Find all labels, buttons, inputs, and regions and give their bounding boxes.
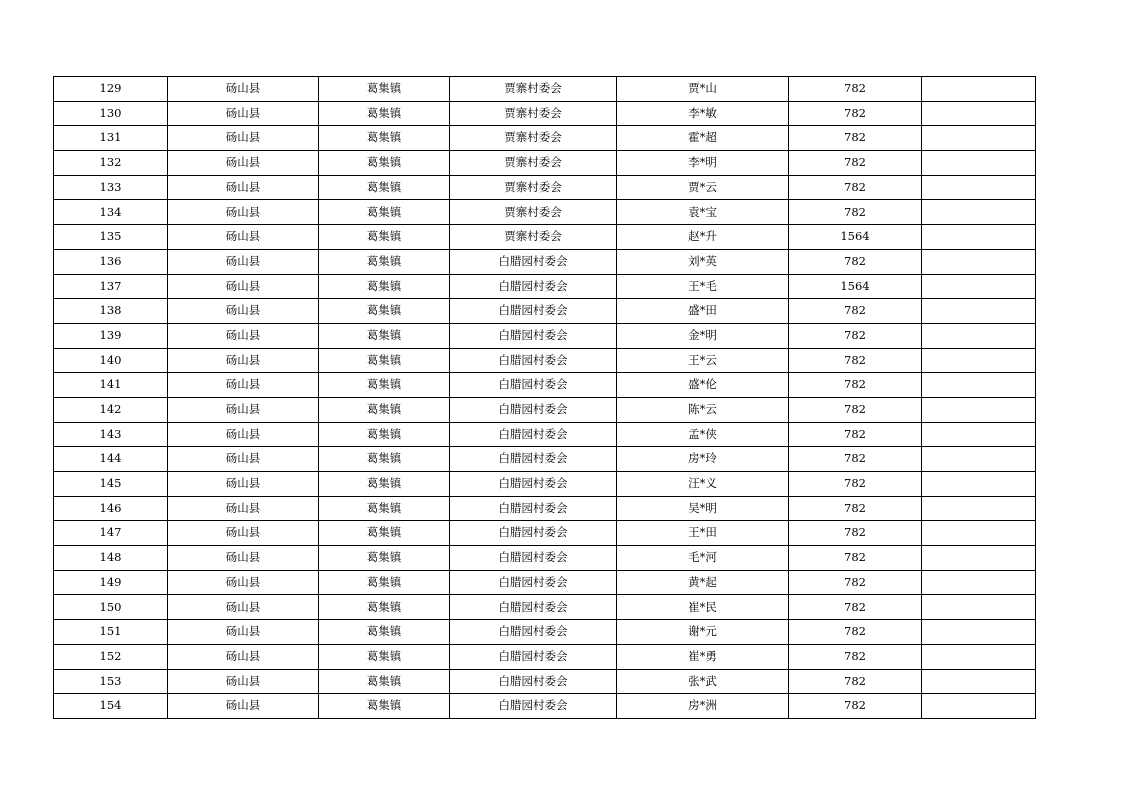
name-cell: 金*明 — [617, 323, 789, 348]
row-number-cell: 135 — [54, 225, 168, 250]
name-cell: 毛*河 — [617, 546, 789, 571]
village-committee-cell: 白腊园村委会 — [450, 274, 617, 299]
village-committee-cell: 白腊园村委会 — [450, 694, 617, 719]
amount-cell: 782 — [789, 472, 922, 497]
amount-cell: 782 — [789, 151, 922, 176]
table-row — [54, 570, 1036, 595]
county-cell: 砀山县 — [168, 422, 319, 447]
name-cell: 汪*义 — [617, 472, 789, 497]
amount-cell: 782 — [789, 200, 922, 225]
amount-cell: 782 — [789, 595, 922, 620]
county-cell: 砀山县 — [168, 249, 319, 274]
county-cell: 砀山县 — [168, 373, 319, 398]
name-cell: 谢*元 — [617, 620, 789, 645]
town-cell: 葛集镇 — [319, 200, 450, 225]
data-table — [53, 76, 1036, 719]
county-cell: 砀山县 — [168, 694, 319, 719]
county-cell: 砀山县 — [168, 496, 319, 521]
amount-cell: 782 — [789, 348, 922, 373]
row-number-cell: 136 — [54, 249, 168, 274]
row-number-cell: 143 — [54, 422, 168, 447]
row-number-cell: 154 — [54, 694, 168, 719]
village-committee-cell: 白腊园村委会 — [450, 447, 617, 472]
table-row — [54, 323, 1036, 348]
remark-cell — [922, 200, 1036, 225]
remark-cell — [922, 496, 1036, 521]
amount-cell: 782 — [789, 175, 922, 200]
name-cell: 王*云 — [617, 348, 789, 373]
county-cell: 砀山县 — [168, 669, 319, 694]
table-row — [54, 397, 1036, 422]
table-row — [54, 101, 1036, 126]
name-cell: 房*玲 — [617, 447, 789, 472]
table-row — [54, 595, 1036, 620]
amount-cell: 782 — [789, 694, 922, 719]
county-cell: 砀山县 — [168, 175, 319, 200]
row-number-cell: 147 — [54, 521, 168, 546]
remark-cell — [922, 620, 1036, 645]
row-number-cell: 152 — [54, 644, 168, 669]
county-cell: 砀山县 — [168, 397, 319, 422]
row-number-cell: 131 — [54, 126, 168, 151]
row-number-cell: 149 — [54, 570, 168, 595]
row-number-cell: 151 — [54, 620, 168, 645]
town-cell: 葛集镇 — [319, 249, 450, 274]
name-cell: 崔*民 — [617, 595, 789, 620]
table-row — [54, 249, 1036, 274]
remark-cell — [922, 595, 1036, 620]
remark-cell — [922, 101, 1036, 126]
town-cell: 葛集镇 — [319, 323, 450, 348]
name-cell: 黄*起 — [617, 570, 789, 595]
row-number-cell: 130 — [54, 101, 168, 126]
remark-cell — [922, 299, 1036, 324]
row-number-cell: 138 — [54, 299, 168, 324]
village-committee-cell: 贾寨村委会 — [450, 151, 617, 176]
table-row — [54, 546, 1036, 571]
county-cell: 砀山县 — [168, 620, 319, 645]
town-cell: 葛集镇 — [319, 126, 450, 151]
row-number-cell: 141 — [54, 373, 168, 398]
amount-cell: 782 — [789, 620, 922, 645]
county-cell: 砀山县 — [168, 77, 319, 102]
town-cell: 葛集镇 — [319, 447, 450, 472]
village-committee-cell: 白腊园村委会 — [450, 299, 617, 324]
remark-cell — [922, 472, 1036, 497]
county-cell: 砀山县 — [168, 447, 319, 472]
town-cell: 葛集镇 — [319, 546, 450, 571]
village-committee-cell: 白腊园村委会 — [450, 348, 617, 373]
town-cell: 葛集镇 — [319, 397, 450, 422]
remark-cell — [922, 521, 1036, 546]
name-cell: 崔*勇 — [617, 644, 789, 669]
county-cell: 砀山县 — [168, 101, 319, 126]
village-committee-cell: 白腊园村委会 — [450, 397, 617, 422]
table-row — [54, 496, 1036, 521]
town-cell: 葛集镇 — [319, 472, 450, 497]
village-committee-cell: 白腊园村委会 — [450, 595, 617, 620]
remark-cell — [922, 225, 1036, 250]
name-cell: 赵*升 — [617, 225, 789, 250]
name-cell: 王*田 — [617, 521, 789, 546]
remark-cell — [922, 249, 1036, 274]
name-cell: 袁*宝 — [617, 200, 789, 225]
remark-cell — [922, 447, 1036, 472]
row-number-cell: 145 — [54, 472, 168, 497]
village-committee-cell: 白腊园村委会 — [450, 249, 617, 274]
county-cell: 砀山县 — [168, 126, 319, 151]
table-row — [54, 669, 1036, 694]
table-row — [54, 620, 1036, 645]
amount-cell: 782 — [789, 546, 922, 571]
table-row — [54, 151, 1036, 176]
table-row — [54, 644, 1036, 669]
village-committee-cell: 白腊园村委会 — [450, 521, 617, 546]
name-cell: 孟*侠 — [617, 422, 789, 447]
town-cell: 葛集镇 — [319, 496, 450, 521]
town-cell: 葛集镇 — [319, 595, 450, 620]
town-cell: 葛集镇 — [319, 694, 450, 719]
amount-cell: 782 — [789, 323, 922, 348]
county-cell: 砀山县 — [168, 225, 319, 250]
name-cell: 吴*明 — [617, 496, 789, 521]
row-number-cell: 134 — [54, 200, 168, 225]
name-cell: 房*洲 — [617, 694, 789, 719]
county-cell: 砀山县 — [168, 521, 319, 546]
village-committee-cell: 贾寨村委会 — [450, 225, 617, 250]
row-number-cell: 153 — [54, 669, 168, 694]
amount-cell: 1564 — [789, 274, 922, 299]
name-cell: 盛*伦 — [617, 373, 789, 398]
amount-cell: 1564 — [789, 225, 922, 250]
table-row — [54, 175, 1036, 200]
town-cell: 葛集镇 — [319, 77, 450, 102]
village-committee-cell: 贾寨村委会 — [450, 77, 617, 102]
town-cell: 葛集镇 — [319, 274, 450, 299]
amount-cell: 782 — [789, 77, 922, 102]
name-cell: 陈*云 — [617, 397, 789, 422]
town-cell: 葛集镇 — [319, 422, 450, 447]
table-row — [54, 447, 1036, 472]
name-cell: 贾*云 — [617, 175, 789, 200]
amount-cell: 782 — [789, 644, 922, 669]
town-cell: 葛集镇 — [319, 373, 450, 398]
town-cell: 葛集镇 — [319, 225, 450, 250]
remark-cell — [922, 644, 1036, 669]
remark-cell — [922, 348, 1036, 373]
town-cell: 葛集镇 — [319, 620, 450, 645]
name-cell: 盛*田 — [617, 299, 789, 324]
village-committee-cell: 白腊园村委会 — [450, 546, 617, 571]
table-row — [54, 126, 1036, 151]
village-committee-cell: 贾寨村委会 — [450, 101, 617, 126]
town-cell: 葛集镇 — [319, 521, 450, 546]
row-number-cell: 144 — [54, 447, 168, 472]
town-cell: 葛集镇 — [319, 644, 450, 669]
remark-cell — [922, 323, 1036, 348]
town-cell: 葛集镇 — [319, 669, 450, 694]
county-cell: 砀山县 — [168, 546, 319, 571]
amount-cell: 782 — [789, 422, 922, 447]
table-row — [54, 422, 1036, 447]
remark-cell — [922, 151, 1036, 176]
name-cell: 张*武 — [617, 669, 789, 694]
remark-cell — [922, 694, 1036, 719]
remark-cell — [922, 570, 1036, 595]
table-row — [54, 200, 1036, 225]
name-cell: 霍*超 — [617, 126, 789, 151]
amount-cell: 782 — [789, 101, 922, 126]
table-row — [54, 299, 1036, 324]
name-cell: 贾*山 — [617, 77, 789, 102]
county-cell: 砀山县 — [168, 299, 319, 324]
table-row — [54, 694, 1036, 719]
amount-cell: 782 — [789, 496, 922, 521]
county-cell: 砀山县 — [168, 472, 319, 497]
table-row — [54, 373, 1036, 398]
amount-cell: 782 — [789, 447, 922, 472]
county-cell: 砀山县 — [168, 274, 319, 299]
name-cell: 刘*英 — [617, 249, 789, 274]
town-cell: 葛集镇 — [319, 151, 450, 176]
remark-cell — [922, 274, 1036, 299]
amount-cell: 782 — [789, 521, 922, 546]
amount-cell: 782 — [789, 126, 922, 151]
table-row — [54, 225, 1036, 250]
village-committee-cell: 白腊园村委会 — [450, 644, 617, 669]
village-committee-cell: 白腊园村委会 — [450, 472, 617, 497]
row-number-cell: 137 — [54, 274, 168, 299]
village-committee-cell: 贾寨村委会 — [450, 200, 617, 225]
amount-cell: 782 — [789, 397, 922, 422]
amount-cell: 782 — [789, 299, 922, 324]
table-row — [54, 472, 1036, 497]
table-row — [54, 348, 1036, 373]
name-cell: 王*毛 — [617, 274, 789, 299]
village-committee-cell: 白腊园村委会 — [450, 496, 617, 521]
town-cell: 葛集镇 — [319, 101, 450, 126]
name-cell: 李*明 — [617, 151, 789, 176]
row-number-cell: 129 — [54, 77, 168, 102]
row-number-cell: 146 — [54, 496, 168, 521]
amount-cell: 782 — [789, 669, 922, 694]
amount-cell: 782 — [789, 373, 922, 398]
amount-cell: 782 — [789, 570, 922, 595]
county-cell: 砀山县 — [168, 595, 319, 620]
row-number-cell: 132 — [54, 151, 168, 176]
county-cell: 砀山县 — [168, 151, 319, 176]
town-cell: 葛集镇 — [319, 175, 450, 200]
amount-cell: 782 — [789, 249, 922, 274]
remark-cell — [922, 422, 1036, 447]
remark-cell — [922, 175, 1036, 200]
remark-cell — [922, 397, 1036, 422]
row-number-cell: 133 — [54, 175, 168, 200]
table-row — [54, 77, 1036, 102]
row-number-cell: 139 — [54, 323, 168, 348]
village-committee-cell: 白腊园村委会 — [450, 669, 617, 694]
county-cell: 砀山县 — [168, 644, 319, 669]
table-row — [54, 274, 1036, 299]
remark-cell — [922, 77, 1036, 102]
county-cell: 砀山县 — [168, 348, 319, 373]
county-cell: 砀山县 — [168, 323, 319, 348]
town-cell: 葛集镇 — [319, 570, 450, 595]
remark-cell — [922, 546, 1036, 571]
village-committee-cell: 白腊园村委会 — [450, 373, 617, 398]
name-cell: 李*敏 — [617, 101, 789, 126]
remark-cell — [922, 669, 1036, 694]
row-number-cell: 140 — [54, 348, 168, 373]
county-cell: 砀山县 — [168, 570, 319, 595]
village-committee-cell: 白腊园村委会 — [450, 323, 617, 348]
village-committee-cell: 白腊园村委会 — [450, 422, 617, 447]
county-cell: 砀山县 — [168, 200, 319, 225]
row-number-cell: 150 — [54, 595, 168, 620]
row-number-cell: 148 — [54, 546, 168, 571]
village-committee-cell: 白腊园村委会 — [450, 570, 617, 595]
village-committee-cell: 贾寨村委会 — [450, 126, 617, 151]
town-cell: 葛集镇 — [319, 299, 450, 324]
village-committee-cell: 白腊园村委会 — [450, 620, 617, 645]
row-number-cell: 142 — [54, 397, 168, 422]
village-committee-cell: 贾寨村委会 — [450, 175, 617, 200]
town-cell: 葛集镇 — [319, 348, 450, 373]
remark-cell — [922, 126, 1036, 151]
remark-cell — [922, 373, 1036, 398]
table-row — [54, 521, 1036, 546]
table-body — [54, 77, 1036, 719]
